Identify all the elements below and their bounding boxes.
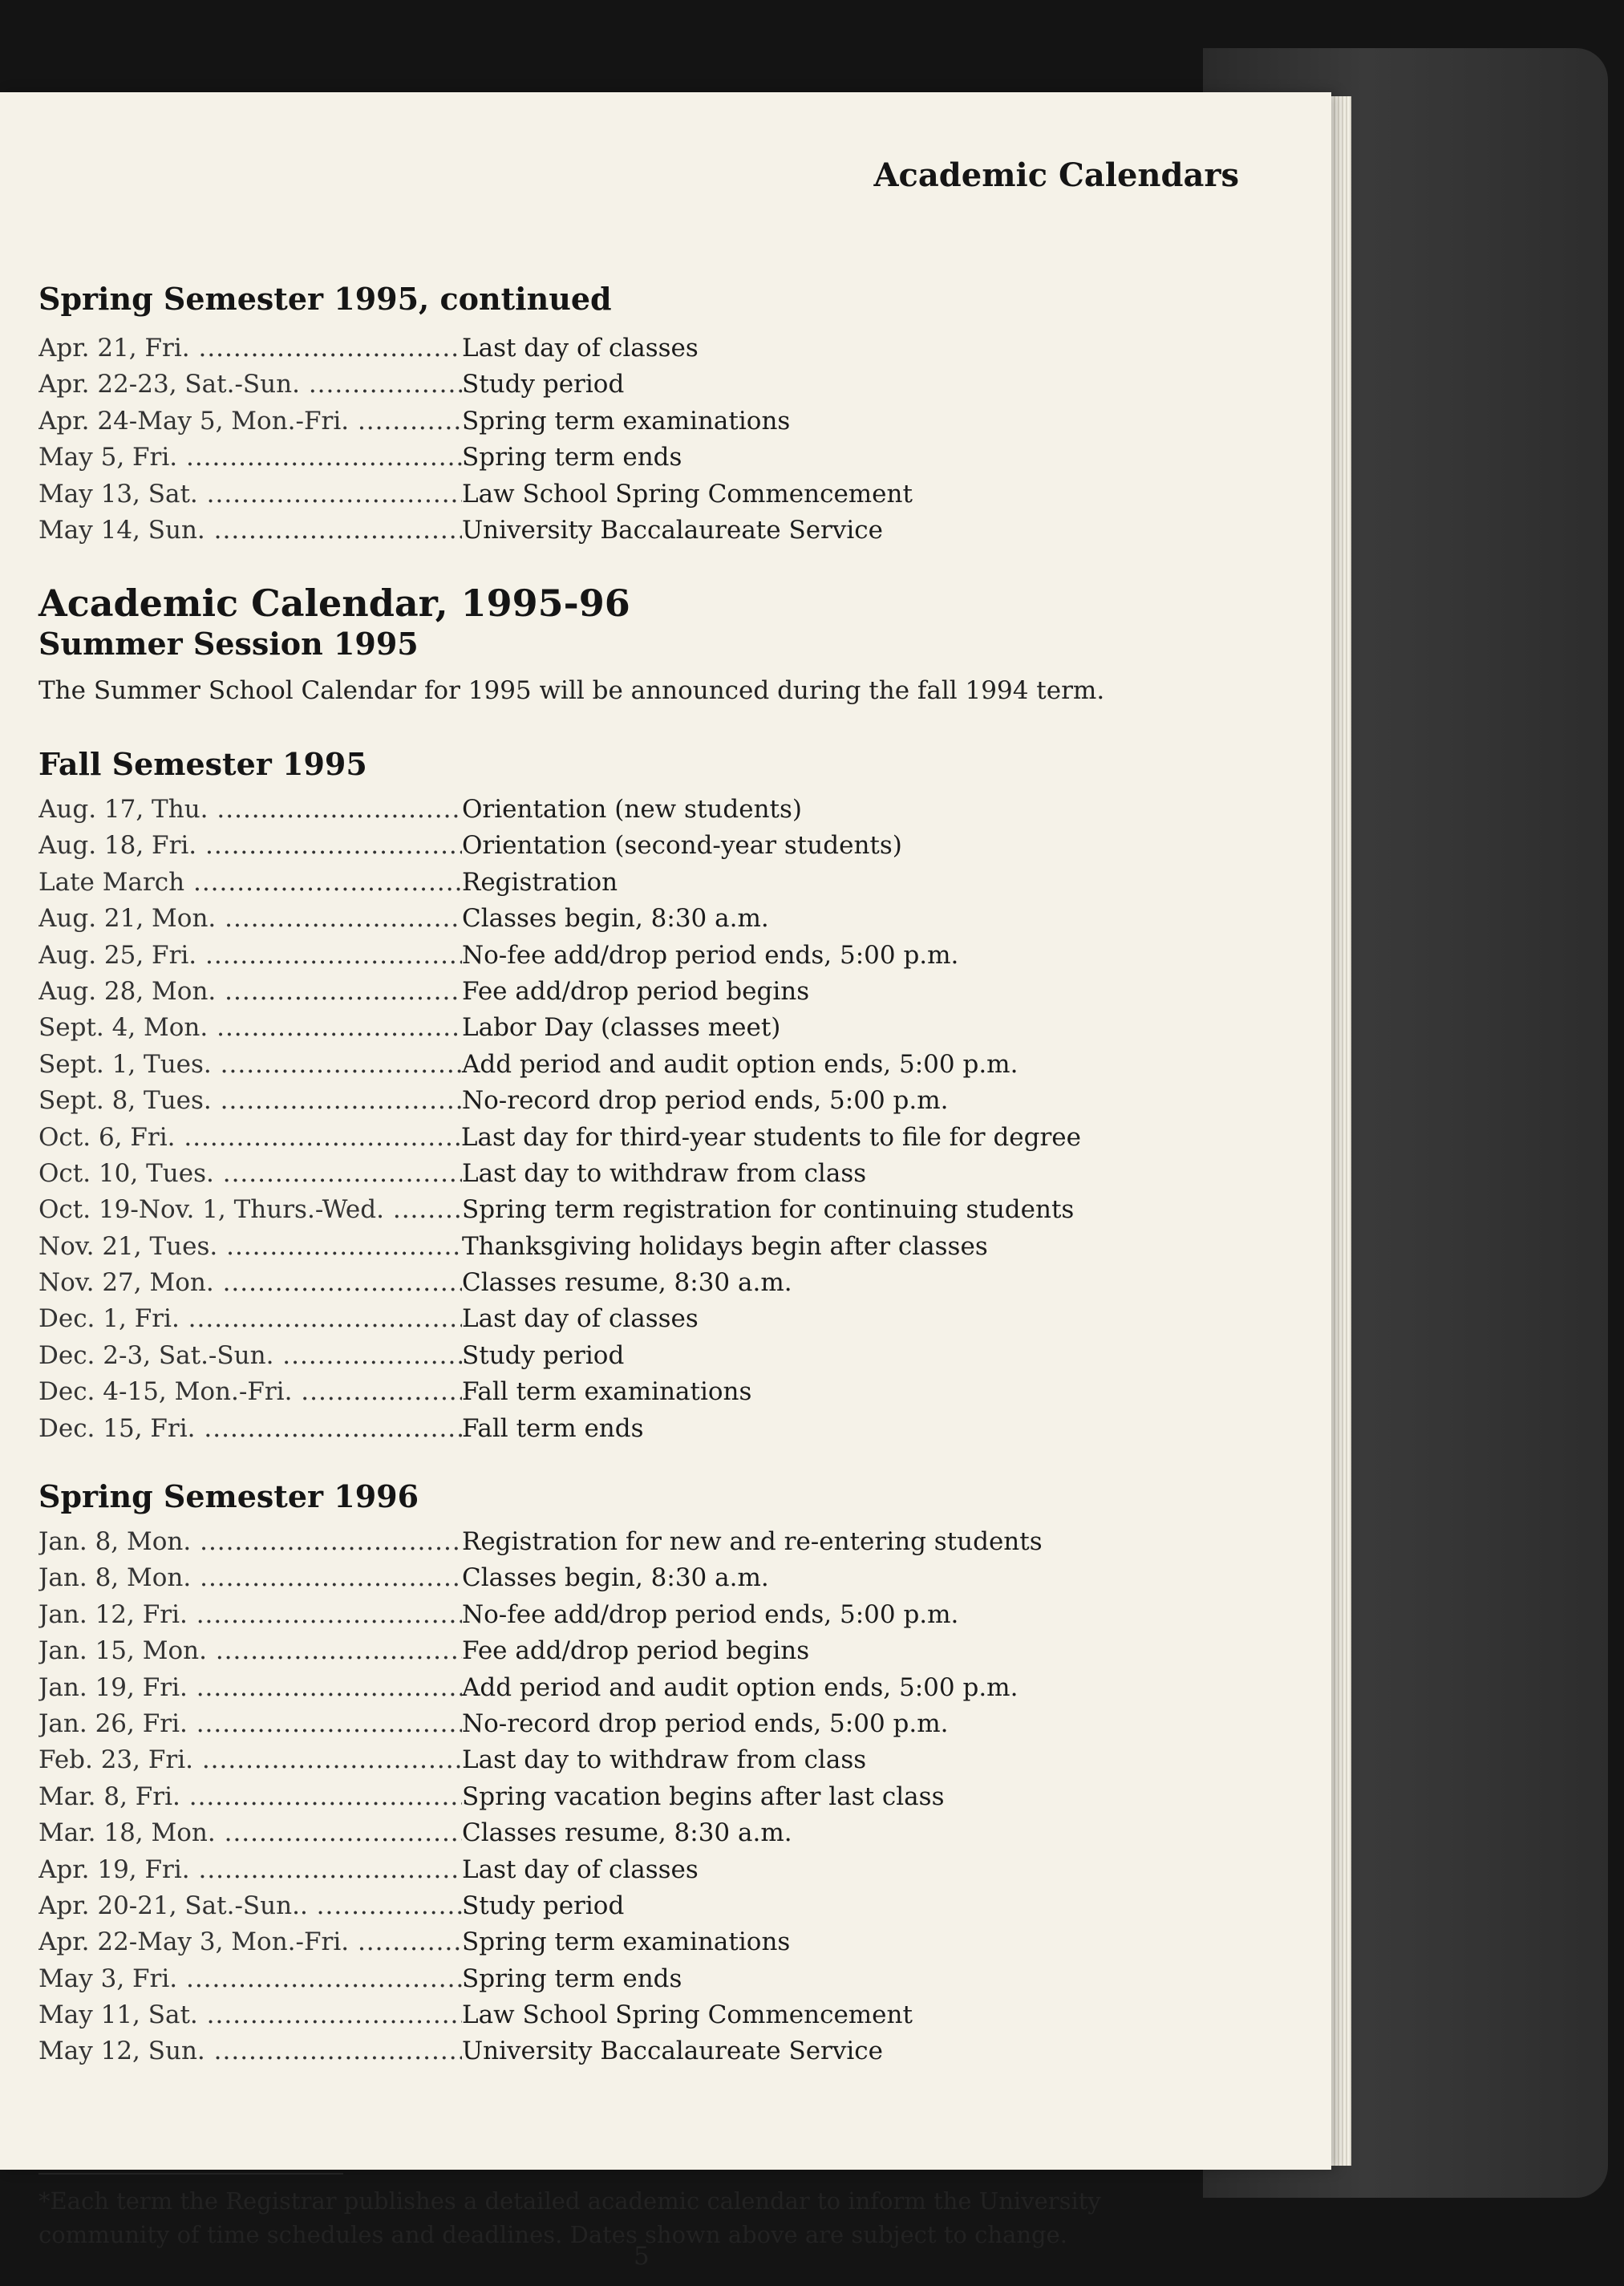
summer-session-text: The Summer School Calendar for 1995 will be announced during the fall 1994 term. [38, 676, 1105, 705]
row-event: Study period [462, 1891, 625, 1920]
calendar-row [38, 513, 1081, 549]
row-date: Dec. 1, Fri. ..... [38, 1301, 462, 1337]
spring-1996-list [38, 1524, 1081, 2070]
row-event: Spring vacation begins after last class [462, 1781, 945, 1811]
row-event: Spring term examinations [462, 406, 791, 436]
row-date: May 12, Sun. ..... [38, 2033, 462, 2069]
row-date: May 14, Sun. ..... [38, 513, 462, 549]
row-date: Feb. 23, Fri. ..... [38, 1742, 462, 1778]
calendar-row [38, 1815, 1081, 1851]
row-event: University Baccalaureate Service [462, 515, 884, 545]
row-event: Fee add/drop period begins [462, 976, 810, 1006]
row-event: Spring term examinations [462, 1927, 791, 1957]
row-event: No-record drop period ends, 5:00 p.m. [462, 1708, 949, 1738]
row-event: Last day for third-year students to file for degree [460, 1122, 1081, 1152]
row-event: Thanksgiving holidays begin after classes [462, 1231, 988, 1261]
calendar-row [38, 1010, 1081, 1046]
calendar-row [38, 1120, 1081, 1156]
row-date: May 13, Sat. ..... [38, 476, 462, 513]
calendar-row [38, 1265, 1081, 1301]
row-event: Fall term examinations [462, 1377, 752, 1407]
row-date: Dec. 15, Fri. ..... [38, 1411, 462, 1447]
calendar-9596-heading: Academic Calendar, 1995-96 [38, 582, 630, 625]
row-date: Aug. 21, Mon. ..... [38, 901, 462, 937]
calendar-row [38, 1524, 1081, 1560]
row-date: Sept. 4, Mon. ..... [38, 1010, 462, 1046]
row-event: Orientation (second-year students) [462, 831, 902, 861]
calendar-row [38, 367, 1081, 403]
row-event: Classes begin, 8:30 a.m. [462, 904, 769, 934]
row-event: Labor Day (classes meet) [462, 1013, 781, 1043]
row-date: Jan. 26, Fri. ..... [38, 1706, 462, 1742]
calendar-row [38, 1411, 1081, 1447]
calendar-row [38, 476, 1081, 513]
spring-1995-heading: Spring Semester 1995, continued [38, 281, 612, 317]
calendar-row [38, 1779, 1081, 1815]
calendar-row [38, 1924, 1081, 1960]
row-event: No-record drop period ends, 5:00 p.m. [462, 1086, 949, 1116]
row-event: Last day of classes [462, 1304, 699, 1334]
row-date: Jan. 12, Fri. ..... [38, 1597, 462, 1633]
calendar-row [38, 1156, 1081, 1192]
row-date: Jan. 15, Mon. ..... [38, 1633, 462, 1669]
row-event: Classes resume, 8:30 a.m. [462, 1818, 792, 1848]
row-event: Last day of classes [462, 334, 699, 363]
calendar-row [38, 1301, 1081, 1337]
row-date: Sept. 1, Tues. ..... [38, 1047, 462, 1083]
row-event: Add period and audit option ends, 5:00 p.m. [462, 1049, 1019, 1079]
row-date: Dec. 2-3, Sat.-Sun. ..... [38, 1338, 462, 1374]
row-event: Fee add/drop period begins [462, 1636, 810, 1666]
row-date: Oct. 10, Tues. ..... [38, 1156, 462, 1192]
row-date: May 3, Fri. ..... [38, 1961, 462, 1997]
row-event: Law School Spring Commencement [462, 2000, 913, 2030]
row-date: Jan. 8, Mon. ..... [38, 1524, 462, 1560]
row-event: Registration for new and re-entering students [462, 1527, 1043, 1556]
row-date: Sept. 8, Tues. ..... [38, 1083, 462, 1119]
row-event: Fall term ends [462, 1413, 644, 1443]
calendar-row [38, 2033, 1081, 2069]
calendar-row [38, 901, 1081, 937]
row-date: Mar. 8, Fri. ..... [38, 1779, 462, 1815]
calendar-row [38, 1670, 1081, 1706]
row-date: Aug. 25, Fri. ..... [38, 938, 462, 974]
calendar-row [38, 1633, 1081, 1669]
row-date: Jan. 8, Mon. ..... [38, 1560, 462, 1596]
row-date: Nov. 27, Mon. ..... [38, 1265, 462, 1301]
calendar-row [38, 828, 1081, 864]
row-event: Orientation (new students) [462, 795, 802, 824]
row-date: Apr. 22-May 3, Mon.-Fri. ..... [38, 1924, 462, 1960]
calendar-row [38, 1083, 1081, 1119]
calendar-row [38, 330, 1081, 367]
row-event: Spring term ends [462, 443, 682, 472]
row-date: Jan. 19, Fri. ..... [38, 1670, 462, 1706]
calendar-row [38, 1192, 1081, 1228]
calendar-row [38, 974, 1081, 1010]
calendar-row [38, 938, 1081, 974]
row-event: University Baccalaureate Service [462, 2037, 884, 2066]
row-date: Apr. 19, Fri. ..... [38, 1852, 462, 1888]
row-event: Last day to withdraw from class [462, 1158, 867, 1188]
row-event: Classes begin, 8:30 a.m. [462, 1563, 769, 1593]
calendar-row [38, 440, 1081, 476]
page-number: 5 [634, 2242, 650, 2271]
row-date: Aug. 18, Fri. ..... [38, 828, 462, 864]
calendar-row [38, 1888, 1081, 1924]
row-event: Add period and audit option ends, 5:00 p.m. [462, 1672, 1019, 1702]
row-event: Last day of classes [462, 1854, 699, 1884]
calendar-row [38, 1961, 1081, 1997]
row-date: Apr. 20-21, Sat.-Sun.. ..... [38, 1888, 462, 1924]
calendar-row [38, 1229, 1081, 1265]
row-date: Apr. 24-May 5, Mon.-Fri. ..... [38, 403, 462, 440]
calendar-row [38, 403, 1081, 440]
calendar-row [38, 865, 1081, 901]
row-date: Aug. 17, Thu. ..... [38, 792, 462, 828]
spring-1995-list [38, 330, 1081, 549]
calendar-row [38, 1997, 1081, 2033]
row-date: Oct. 19-Nov. 1, Thurs.-Wed. ..... [38, 1192, 462, 1228]
row-event: Law School Spring Commencement [462, 479, 913, 509]
fall-1995-list [38, 792, 1081, 1447]
row-date: Apr. 22-23, Sat.-Sun. ..... [38, 367, 462, 403]
row-date: Oct. 6, Fri. ..... [38, 1120, 461, 1156]
calendar-row [38, 1338, 1081, 1374]
row-date: May 11, Sat. ..... [38, 1997, 462, 2033]
footnote: *Each term the Registrar publishes a detailed academic calendar to inform the University community of time schedules and deadlines. Dates shown above are subject to change. [38, 2187, 1101, 2248]
spring-1996-heading: Spring Semester 1996 [38, 1478, 419, 1514]
calendar-row [38, 792, 1081, 828]
row-event: Registration [462, 867, 618, 897]
calendar-row [38, 1047, 1081, 1083]
row-date: Mar. 18, Mon. ..... [38, 1815, 462, 1851]
calendar-row [38, 1374, 1081, 1410]
row-date: May 5, Fri. ..... [38, 440, 462, 476]
row-event: Study period [462, 370, 625, 399]
row-date: Apr. 21, Fri. ..... [38, 330, 462, 367]
calendar-row [38, 1706, 1081, 1742]
calendar-row [38, 1742, 1081, 1778]
row-event: Last day to withdraw from class [462, 1745, 867, 1775]
row-date: Aug. 28, Mon. ..... [38, 974, 462, 1010]
row-event: No-fee add/drop period ends, 5:00 p.m. [462, 940, 959, 970]
row-date: Nov. 21, Tues. ..... [38, 1229, 462, 1265]
calendar-row [38, 1560, 1081, 1596]
row-date: Late March ..... [38, 865, 462, 901]
row-event: Spring term registration for continuing students [462, 1195, 1075, 1225]
calendar-row [38, 1852, 1081, 1888]
row-event: Spring term ends [462, 1964, 682, 1993]
summer-session-heading: Summer Session 1995 [38, 626, 419, 662]
row-event: No-fee add/drop period ends, 5:00 p.m. [462, 1599, 959, 1629]
row-date: Dec. 4-15, Mon.-Fri. ..... [38, 1374, 462, 1410]
row-event: Study period [462, 1340, 625, 1370]
book-page [0, 92, 1331, 2271]
row-event: Classes resume, 8:30 a.m. [462, 1268, 792, 1298]
running-head: Academic Calendars [873, 156, 1239, 194]
footnote-rule [38, 2173, 343, 2175]
fall-1995-heading: Fall Semester 1995 [38, 746, 367, 782]
calendar-row [38, 1597, 1081, 1633]
